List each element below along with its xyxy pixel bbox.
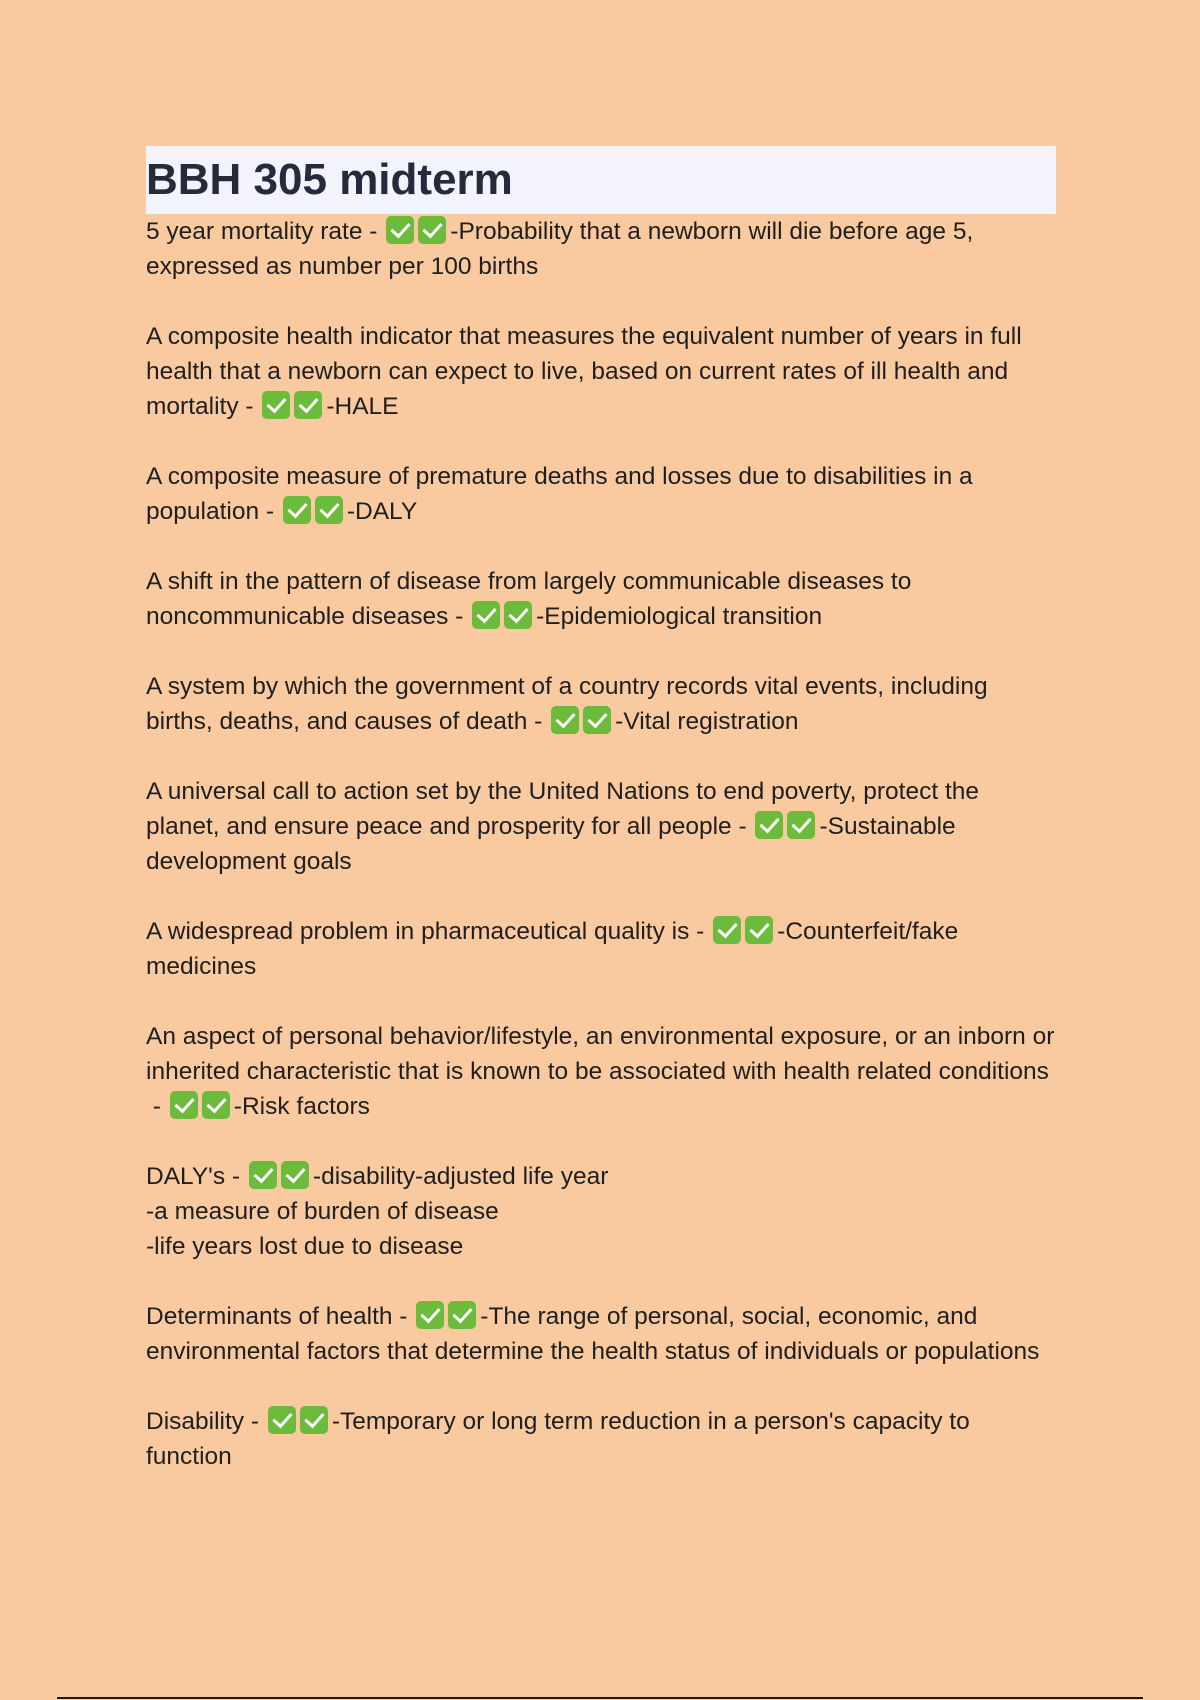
entry-answer: -HALE bbox=[326, 393, 399, 420]
answer-marker bbox=[268, 1404, 332, 1439]
entry-term: A universal call to action set by the United Nations to end poverty, protect the planet, and ensure peace and prosperity for all people bbox=[146, 778, 980, 840]
entry-term: Disability bbox=[146, 1408, 245, 1435]
answer-marker bbox=[416, 1299, 480, 1334]
entry-separator: - bbox=[259, 498, 281, 525]
check-mark-icon bbox=[283, 496, 311, 524]
flashcard-entry bbox=[146, 459, 1056, 529]
answer-marker bbox=[262, 389, 326, 424]
entry-separator: - bbox=[731, 813, 754, 840]
check-mark-icon bbox=[268, 1406, 296, 1434]
entry-separator: - bbox=[448, 603, 471, 630]
entry-term: 5 year mortality rate bbox=[146, 218, 363, 245]
document-page bbox=[146, 146, 1056, 1509]
answer-marker bbox=[283, 494, 347, 529]
check-mark-icon bbox=[170, 1091, 198, 1119]
flashcard-entry bbox=[146, 214, 1056, 284]
entry-separator: - bbox=[225, 1163, 247, 1190]
check-mark-icon bbox=[448, 1301, 476, 1329]
entry-separator: - bbox=[362, 218, 385, 245]
entry-answer: -Vital registration bbox=[615, 708, 799, 735]
entry-term: A system by which the government of a country records vital events, including births, deaths, and causes of death bbox=[146, 673, 988, 735]
flashcard-entry bbox=[146, 319, 1056, 424]
entry-separator: - bbox=[146, 1093, 168, 1120]
flashcard-entry bbox=[146, 774, 1056, 879]
entry-term: A composite measure of premature deaths and losses due to disabilities in a population bbox=[146, 463, 973, 525]
entry-separator: - bbox=[689, 918, 712, 945]
entry-answer: -Epidemiological transition bbox=[536, 603, 823, 630]
entry-answer: -Probability that a newborn will die before age 5, expressed as number per 100 births bbox=[146, 218, 974, 280]
entry-separator: - bbox=[244, 1408, 266, 1435]
check-mark-icon bbox=[281, 1161, 309, 1189]
entry-term: An aspect of personal behavior/lifestyle, an environmental exposure, or an inborn or inherited characteristic that is known to be associated with health related conditions bbox=[146, 1023, 1055, 1085]
entry-term: A composite health indicator that measures the equivalent number of years in full health that a newborn can expect to live, based on current rates of ill health and mortality bbox=[146, 323, 1022, 420]
entry-answer: -disability-adjusted life year bbox=[312, 1163, 609, 1190]
flashcard-entry bbox=[146, 1019, 1056, 1124]
title-bar bbox=[146, 146, 1056, 214]
entry-term: Determinants of health bbox=[146, 1303, 393, 1330]
check-mark-icon bbox=[713, 916, 741, 944]
answer-marker bbox=[249, 1159, 313, 1194]
entry-term: A widespread problem in pharmaceutical quality is bbox=[146, 918, 690, 945]
footer-divider bbox=[57, 1697, 1143, 1699]
page-title: BBH 305 midterm bbox=[146, 155, 513, 204]
entry-extra-line: -a measure of burden of disease bbox=[146, 1198, 499, 1225]
answer-marker bbox=[551, 704, 615, 739]
flashcard-entry bbox=[146, 914, 1056, 984]
check-mark-icon bbox=[249, 1161, 277, 1189]
check-mark-icon bbox=[294, 391, 322, 419]
entry-answer: -Counterfeit/fake medicines bbox=[146, 918, 959, 980]
entry-extra-line: -life years lost due to disease bbox=[146, 1233, 464, 1260]
answer-marker bbox=[472, 599, 536, 634]
check-mark-icon bbox=[386, 216, 414, 244]
answer-marker bbox=[755, 809, 819, 844]
check-mark-icon bbox=[472, 601, 500, 629]
entry-answer: -The range of personal, social, economic, and environmental factors that determine the health status of individuals or populations bbox=[146, 1303, 1040, 1365]
flashcard-entry bbox=[146, 669, 1056, 739]
entry-separator: - bbox=[238, 393, 261, 420]
check-mark-icon bbox=[300, 1406, 328, 1434]
entry-answer: -Sustainable development goals bbox=[146, 813, 956, 875]
entry-answer: -DALY bbox=[346, 498, 418, 525]
check-mark-icon bbox=[787, 811, 815, 839]
check-mark-icon bbox=[583, 706, 611, 734]
entry-term: DALY's bbox=[146, 1163, 226, 1190]
answer-marker bbox=[713, 914, 777, 949]
check-mark-icon bbox=[745, 916, 773, 944]
check-mark-icon bbox=[504, 601, 532, 629]
check-mark-icon bbox=[262, 391, 290, 419]
entry-separator: - bbox=[527, 708, 550, 735]
check-mark-icon bbox=[551, 706, 579, 734]
entry-separator: - bbox=[392, 1303, 415, 1330]
flashcard-entry bbox=[146, 564, 1056, 634]
check-mark-icon bbox=[755, 811, 783, 839]
answer-marker bbox=[170, 1089, 234, 1124]
flashcard-entry bbox=[146, 1299, 1056, 1369]
check-mark-icon bbox=[202, 1091, 230, 1119]
entry-answer: -Temporary or long term reduction in a person's capacity to function bbox=[146, 1408, 970, 1470]
check-mark-icon bbox=[315, 496, 343, 524]
entry-answer: -Risk factors bbox=[233, 1093, 370, 1120]
check-mark-icon bbox=[418, 216, 446, 244]
flashcard-list bbox=[146, 214, 1056, 1474]
check-mark-icon bbox=[416, 1301, 444, 1329]
entry-term: A shift in the pattern of disease from largely communicable diseases to noncommunicable diseases bbox=[146, 568, 912, 630]
flashcard-entry bbox=[146, 1404, 1056, 1474]
flashcard-entry bbox=[146, 1159, 1056, 1264]
answer-marker bbox=[386, 214, 450, 249]
